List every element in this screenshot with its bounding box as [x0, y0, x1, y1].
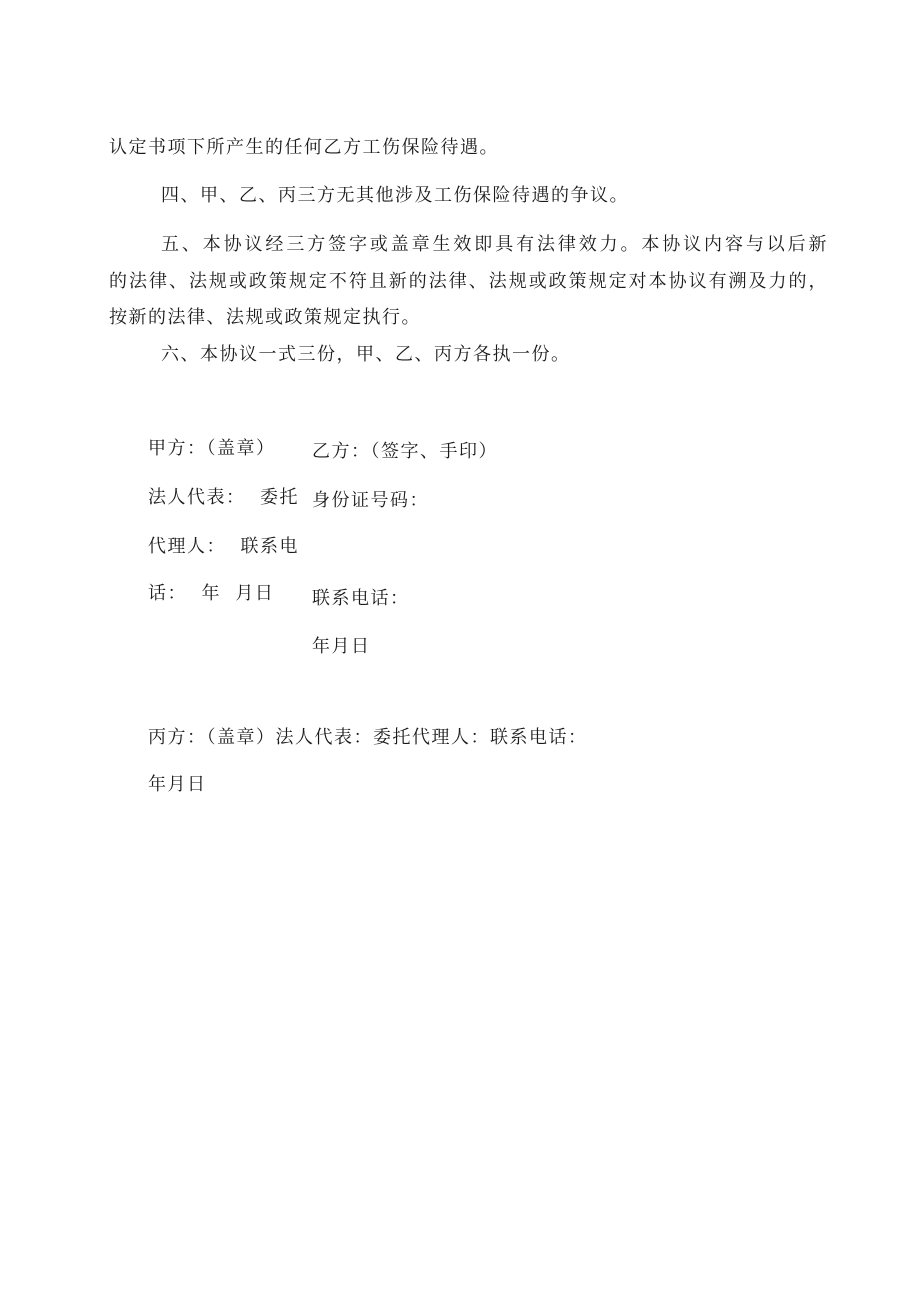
- paragraph-5-line-3: 按新的法律、法规或政策规定执行。: [109, 307, 421, 328]
- paragraph-3-ending: 认定书项下所产生的任何乙方工伤保险待遇。: [109, 137, 499, 158]
- party-a-legal-rep: 法人代表： 委托: [148, 487, 299, 508]
- party-b-phone: 联系电话：: [312, 588, 410, 609]
- party-b-date: 年月日: [312, 636, 371, 657]
- paragraph-4: 四、甲、乙、丙三方无其他涉及工伤保险待遇的争议。: [161, 185, 629, 206]
- party-c-line: 丙方：（盖章）法人代表：委托代理人：联系电话：: [148, 727, 588, 748]
- party-b-id-number: 身份证号码：: [312, 490, 429, 511]
- party-a-agent: 代理人： 联系电: [148, 536, 299, 557]
- party-a-phone-date: 话： 年 月日: [148, 583, 275, 604]
- party-b-label: 乙方：（签字、手印）: [312, 441, 498, 462]
- paragraph-5-line-1: 五、本协议经三方签字或盖章生效即具有法律效力。本协议内容与以后新: [161, 234, 828, 255]
- party-c-date: 年月日: [148, 774, 207, 795]
- paragraph-6: 六、本协议一式三份，甲、乙、丙方各执一份。: [161, 344, 571, 365]
- paragraph-5-line-2: 的法律、法规或政策规定不符且新的法律、法规或政策规定对本协议有溯及力的，: [109, 271, 828, 292]
- party-a-label: 甲方：（盖章）: [148, 438, 276, 459]
